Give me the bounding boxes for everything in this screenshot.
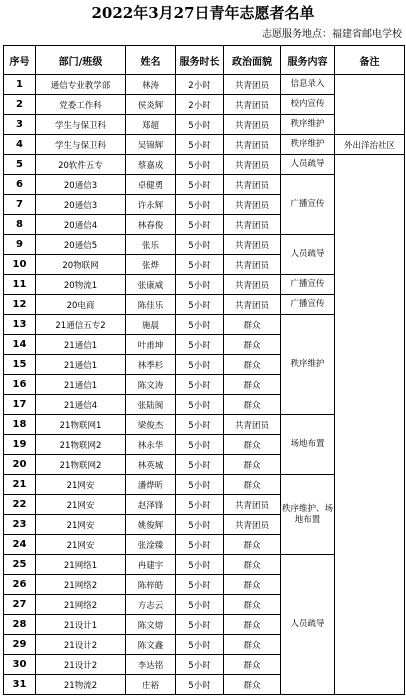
row-name: 陈文鑫 xyxy=(126,635,176,655)
row-class: 21通信1 xyxy=(36,355,126,375)
row-index: 8 xyxy=(4,215,36,235)
page-title: 2022年3月27日青年志愿者名单 xyxy=(91,4,315,22)
row-index: 22 xyxy=(4,495,36,515)
row-duration: 5小时 xyxy=(176,535,224,555)
service-content: 人员疏导 xyxy=(281,155,335,175)
row-political-status: 共青团员 xyxy=(224,515,281,535)
row-political-status: 共青团员 xyxy=(224,295,281,315)
row-duration: 5小时 xyxy=(176,615,224,635)
row-index: 14 xyxy=(4,335,36,355)
row-index: 7 xyxy=(4,195,36,215)
service-content: 秩序维护、场地布置 xyxy=(281,475,335,555)
row-duration: 5小时 xyxy=(176,675,224,695)
row-political-status: 群众 xyxy=(224,315,281,335)
row-index: 2 xyxy=(4,95,36,115)
row-class: 21网安 xyxy=(36,495,126,515)
row-political-status: 共青团员 xyxy=(224,275,281,295)
row-index: 15 xyxy=(4,355,36,375)
remarks xyxy=(335,75,405,135)
row-class: 21通信1 xyxy=(36,375,126,395)
row-duration: 2小时 xyxy=(176,95,224,115)
row-name: 姚俊辉 xyxy=(126,515,176,535)
row-index: 16 xyxy=(4,375,36,395)
row-name: 叶甫坤 xyxy=(126,335,176,355)
row-class: 21网安 xyxy=(36,515,126,535)
row-class: 21网络1 xyxy=(36,555,126,575)
service-content: 信息录入 xyxy=(281,75,335,95)
row-class: 21网络2 xyxy=(36,595,126,615)
row-index: 4 xyxy=(4,135,36,155)
row-name: 张烨 xyxy=(126,255,176,275)
row-class: 21设计1 xyxy=(36,615,126,635)
row-duration: 5小时 xyxy=(176,315,224,335)
row-class: 21网安 xyxy=(36,535,126,555)
row-index: 31 xyxy=(4,675,36,695)
row-political-status: 群众 xyxy=(224,535,281,555)
row-duration: 5小时 xyxy=(176,195,224,215)
row-name: 赵泽锋 xyxy=(126,495,176,515)
row-name: 陈文熔 xyxy=(126,615,176,635)
row-class: 21设计2 xyxy=(36,655,126,675)
row-political-status: 群众 xyxy=(224,555,281,575)
row-duration: 5小时 xyxy=(176,335,224,355)
row-duration: 5小时 xyxy=(176,455,224,475)
service-content: 秩序维护 xyxy=(281,315,335,415)
row-name: 林英城 xyxy=(126,455,176,475)
row-class: 20电商 xyxy=(36,295,126,315)
row-class: 21通信4 xyxy=(36,395,126,415)
row-political-status: 共青团员 xyxy=(224,415,281,435)
table-body xyxy=(4,75,405,695)
row-name: 施晨 xyxy=(126,315,176,335)
row-name: 潘烨昕 xyxy=(126,475,176,495)
row-index: 12 xyxy=(4,295,36,315)
header-index: 序号 xyxy=(4,46,36,75)
row-class: 21通信五专2 xyxy=(36,315,126,335)
remarks xyxy=(335,155,405,695)
service-content: 秩序维护 xyxy=(281,135,335,155)
row-political-status: 共青团员 xyxy=(224,155,281,175)
row-class: 20通信3 xyxy=(36,195,126,215)
row-index: 25 xyxy=(4,555,36,575)
row-class: 21物联网2 xyxy=(36,435,126,455)
row-political-status: 共青团员 xyxy=(224,135,281,155)
table-row xyxy=(4,75,405,95)
header-political-status: 政治面貌 xyxy=(224,46,281,75)
row-political-status: 共青团员 xyxy=(224,75,281,95)
row-duration: 5小时 xyxy=(176,215,224,235)
row-class: 21通信1 xyxy=(36,335,126,355)
row-class: 20物流1 xyxy=(36,275,126,295)
row-duration: 5小时 xyxy=(176,395,224,415)
row-duration: 5小时 xyxy=(176,435,224,455)
row-duration: 5小时 xyxy=(176,475,224,495)
row-name: 张乐 xyxy=(126,235,176,255)
row-name: 张康威 xyxy=(126,275,176,295)
row-name: 林永华 xyxy=(126,435,176,455)
row-class: 21物联网1 xyxy=(36,415,126,435)
header-duration: 服务时长 xyxy=(176,46,224,75)
service-content: 场地布置 xyxy=(281,415,335,475)
table-row xyxy=(4,135,405,155)
row-name: 林季杉 xyxy=(126,355,176,375)
header-row xyxy=(4,46,405,75)
row-name: 李达铭 xyxy=(126,655,176,675)
row-political-status: 群众 xyxy=(224,355,281,375)
service-location: 志愿服务地点：福建省邮电学校 xyxy=(262,29,402,40)
row-name: 方志云 xyxy=(126,595,176,615)
row-class: 通信专业教学部 xyxy=(36,75,126,95)
row-class: 21网安 xyxy=(36,475,126,495)
row-index: 11 xyxy=(4,275,36,295)
row-name: 林春俊 xyxy=(126,215,176,235)
row-index: 24 xyxy=(4,535,36,555)
row-political-status: 群众 xyxy=(224,675,281,695)
row-duration: 5小时 xyxy=(176,175,224,195)
row-name: 陈梓皓 xyxy=(126,575,176,595)
row-political-status: 群众 xyxy=(224,595,281,615)
row-index: 17 xyxy=(4,395,36,415)
row-name: 许永辉 xyxy=(126,195,176,215)
row-name: 吴锦辉 xyxy=(126,135,176,155)
row-duration: 5小时 xyxy=(176,595,224,615)
table-row xyxy=(4,155,405,175)
row-name: 陈佳乐 xyxy=(126,295,176,315)
row-duration: 5小时 xyxy=(176,635,224,655)
row-class: 21设计2 xyxy=(36,635,126,655)
row-duration: 5小时 xyxy=(176,295,224,315)
row-name: 郑超 xyxy=(126,115,176,135)
row-class: 学生与保卫科 xyxy=(36,135,126,155)
row-political-status: 群众 xyxy=(224,575,281,595)
row-name: 蔡嘉成 xyxy=(126,155,176,175)
row-class: 20通信5 xyxy=(36,235,126,255)
row-index: 1 xyxy=(4,75,36,95)
row-index: 6 xyxy=(4,175,36,195)
header-class: 部门/班级 xyxy=(36,46,126,75)
row-political-status: 群众 xyxy=(224,475,281,495)
service-content: 广播宣传 xyxy=(281,175,335,235)
row-class: 20通信3 xyxy=(36,175,126,195)
row-index: 23 xyxy=(4,515,36,535)
row-index: 21 xyxy=(4,475,36,495)
row-duration: 5小时 xyxy=(176,135,224,155)
row-name: 卓健勇 xyxy=(126,175,176,195)
row-duration: 5小时 xyxy=(176,115,224,135)
row-duration: 5小时 xyxy=(176,255,224,275)
row-political-status: 群众 xyxy=(224,335,281,355)
row-political-status: 共青团员 xyxy=(224,235,281,255)
row-index: 20 xyxy=(4,455,36,475)
header-name: 姓名 xyxy=(126,46,176,75)
row-duration: 5小时 xyxy=(176,575,224,595)
row-index: 13 xyxy=(4,315,36,335)
row-political-status: 群众 xyxy=(224,395,281,415)
row-index: 28 xyxy=(4,615,36,635)
row-political-status: 共青团员 xyxy=(224,175,281,195)
header-remarks: 备注 xyxy=(335,46,405,75)
row-index: 27 xyxy=(4,595,36,615)
row-political-status: 群众 xyxy=(224,375,281,395)
row-name: 张淦臻 xyxy=(126,535,176,555)
row-political-status: 群众 xyxy=(224,615,281,635)
row-class: 党委工作科 xyxy=(36,95,126,115)
row-index: 5 xyxy=(4,155,36,175)
row-index: 10 xyxy=(4,255,36,275)
row-index: 29 xyxy=(4,635,36,655)
row-political-status: 群众 xyxy=(224,655,281,675)
row-political-status: 群众 xyxy=(224,435,281,455)
row-class: 20软件五专 xyxy=(36,155,126,175)
row-name: 侯炎辉 xyxy=(126,95,176,115)
row-index: 19 xyxy=(4,435,36,455)
row-name: 林涛 xyxy=(126,75,176,95)
row-duration: 5小时 xyxy=(176,235,224,255)
row-duration: 5小时 xyxy=(176,275,224,295)
row-duration: 5小时 xyxy=(176,495,224,515)
row-index: 30 xyxy=(4,655,36,675)
row-duration: 5小时 xyxy=(176,155,224,175)
row-political-status: 共青团员 xyxy=(224,195,281,215)
row-duration: 5小时 xyxy=(176,515,224,535)
row-political-status: 群众 xyxy=(224,455,281,475)
row-name: 冉建宇 xyxy=(126,555,176,575)
row-name: 陈文涛 xyxy=(126,375,176,395)
row-name: 庄裕 xyxy=(126,675,176,695)
row-duration: 2小时 xyxy=(176,75,224,95)
service-content: 广播宣传 xyxy=(281,295,335,315)
row-political-status: 共青团员 xyxy=(224,95,281,115)
row-duration: 5小时 xyxy=(176,355,224,375)
service-content: 人员疏导 xyxy=(281,555,335,695)
row-class: 21物联网2 xyxy=(36,455,126,475)
row-duration: 5小时 xyxy=(176,375,224,395)
header-service-content: 服务内容 xyxy=(281,46,335,75)
row-class: 21网络2 xyxy=(36,575,126,595)
row-index: 18 xyxy=(4,415,36,435)
row-name: 张陆闽 xyxy=(126,395,176,415)
row-duration: 5小时 xyxy=(176,415,224,435)
row-index: 9 xyxy=(4,235,36,255)
service-content: 秩序维护 xyxy=(281,115,335,135)
row-political-status: 共青团员 xyxy=(224,115,281,135)
row-duration: 5小时 xyxy=(176,655,224,675)
row-class: 21物流2 xyxy=(36,675,126,695)
row-political-status: 共青团员 xyxy=(224,255,281,275)
row-political-status: 群众 xyxy=(224,635,281,655)
row-political-status: 共青团员 xyxy=(224,495,281,515)
volunteer-table xyxy=(3,45,405,695)
remarks: 外出洋治社区 xyxy=(335,135,405,155)
row-class: 学生与保卫科 xyxy=(36,115,126,135)
service-content: 人员疏导 xyxy=(281,235,335,275)
row-political-status: 共青团员 xyxy=(224,215,281,235)
row-index: 26 xyxy=(4,575,36,595)
row-class: 20通信4 xyxy=(36,215,126,235)
row-name: 梁俊杰 xyxy=(126,415,176,435)
row-class: 20物联网 xyxy=(36,255,126,275)
row-index: 3 xyxy=(4,115,36,135)
service-content: 广播宣传 xyxy=(281,275,335,295)
row-duration: 5小时 xyxy=(176,555,224,575)
service-content: 校内宣传 xyxy=(281,95,335,115)
